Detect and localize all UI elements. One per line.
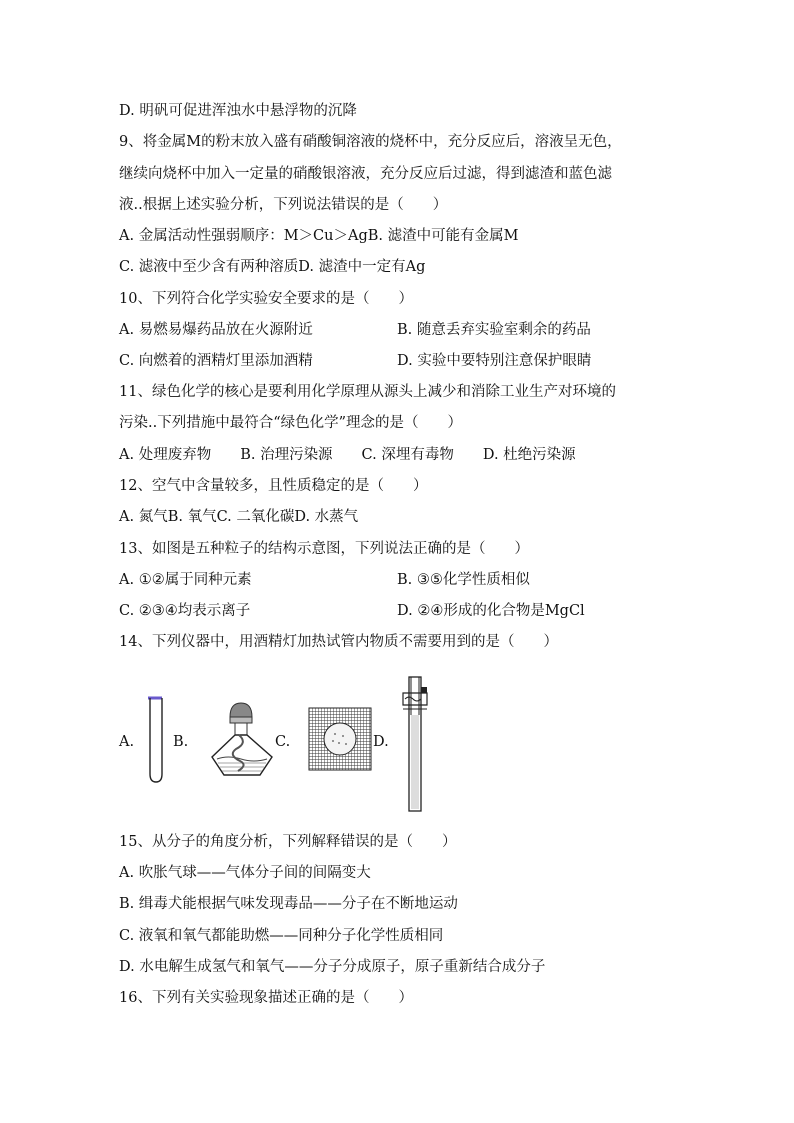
question-10-option-a: A. 易燃易爆药品放在火源附近 <box>119 322 313 338</box>
question-13-option-c: C. ②③④均表示离子 <box>119 603 251 619</box>
question-9-options-ab: A. 金属活动性强弱顺序：M＞Cu＞AgB. 滤渣中可能有金属M <box>119 228 519 244</box>
figure-label-d: D. <box>373 734 389 750</box>
test-tube-holder-figure <box>397 675 433 813</box>
question-11-line2: 污染..下列措施中最符合“绿色化学”理念的是（ ） <box>119 415 463 431</box>
question-15-stem: 15、从分子的角度分析，下列解释错误的是（ ） <box>119 834 457 850</box>
question-15-option-c: C. 液氧和氧气都能助燃——同种分子化学性质相同 <box>119 928 444 944</box>
question-12-stem: 12、空气中含量较多，且性质稳定的是（ ） <box>119 478 428 494</box>
question-12-options: A. 氮气B. 氧气C. 二氧化碳D. 水蒸气 <box>119 509 359 525</box>
figure-label-a: A. <box>119 734 135 750</box>
alcohol-lamp-figure <box>208 699 278 779</box>
question-11-line1: 11、绿色化学的核心是要利用化学原理从源头上减少和消除工业生产对环境的 <box>119 384 616 400</box>
question-13-option-b: B. ③⑤化学性质相似 <box>397 572 530 588</box>
question-15-option-b: B. 缉毒犬能根据气味发现毒品——分子在不断地运动 <box>119 896 458 912</box>
question-9-line2: 继续向烧杯中加入一定量的硝酸银溶液，充分反应后过滤，得到滤渣和蓝色滤 <box>119 166 612 182</box>
question-10-option-c: C. 向燃着的酒精灯里添加酒精 <box>119 353 313 369</box>
figure-label-b: B. <box>173 734 189 750</box>
question-13-option-a: A. ①②属于同种元素 <box>119 572 252 588</box>
figure-label-c: C. <box>275 734 291 750</box>
question-15-option-d: D. 水电解生成氢气和氧气——分子分成原子，原子重新结合成分子 <box>119 959 546 975</box>
question-9-line3: 液..根据上述实验分析，下列说法错误的是（ ） <box>119 197 448 213</box>
question-11-options: A. 处理废弃物 B. 治理污染源 C. 深埋有毒物 D. 杜绝污染源 <box>119 447 576 463</box>
question-16-stem: 16、下列有关实验现象描述正确的是（ ） <box>119 990 413 1006</box>
question-15-option-a: A. 吹胀气球——气体分子间的间隔变大 <box>119 865 371 881</box>
question-14-stem: 14、下列仪器中，用酒精灯加热试管内物质不需要用到的是（ ） <box>119 634 558 650</box>
question-10-option-d: D. 实验中要特别注意保护眼睛 <box>397 353 592 369</box>
asbestos-gauze-figure <box>309 708 371 770</box>
question-10-stem: 10、下列符合化学实验安全要求的是（ ） <box>119 291 413 307</box>
question-13-option-d: D. ②④形成的化合物是MgCl <box>397 603 585 619</box>
option-8d: D. 明矾可促进浑浊水中悬浮物的沉降 <box>119 103 357 119</box>
question-13-stem: 13、如图是五种粒子的结构示意图，下列说法正确的是（ ） <box>119 541 529 557</box>
question-9-line1: 9、将金属M的粉末放入盛有硝酸铜溶液的烧杯中，充分反应后，溶液呈无色， <box>119 134 622 150</box>
question-10-option-b: B. 随意丢弃实验室剩余的药品 <box>397 322 591 338</box>
question-9-options-cd: C. 滤液中至少含有两种溶质D. 滤渣中一定有Ag <box>119 259 426 275</box>
test-tube-figure <box>145 694 167 786</box>
